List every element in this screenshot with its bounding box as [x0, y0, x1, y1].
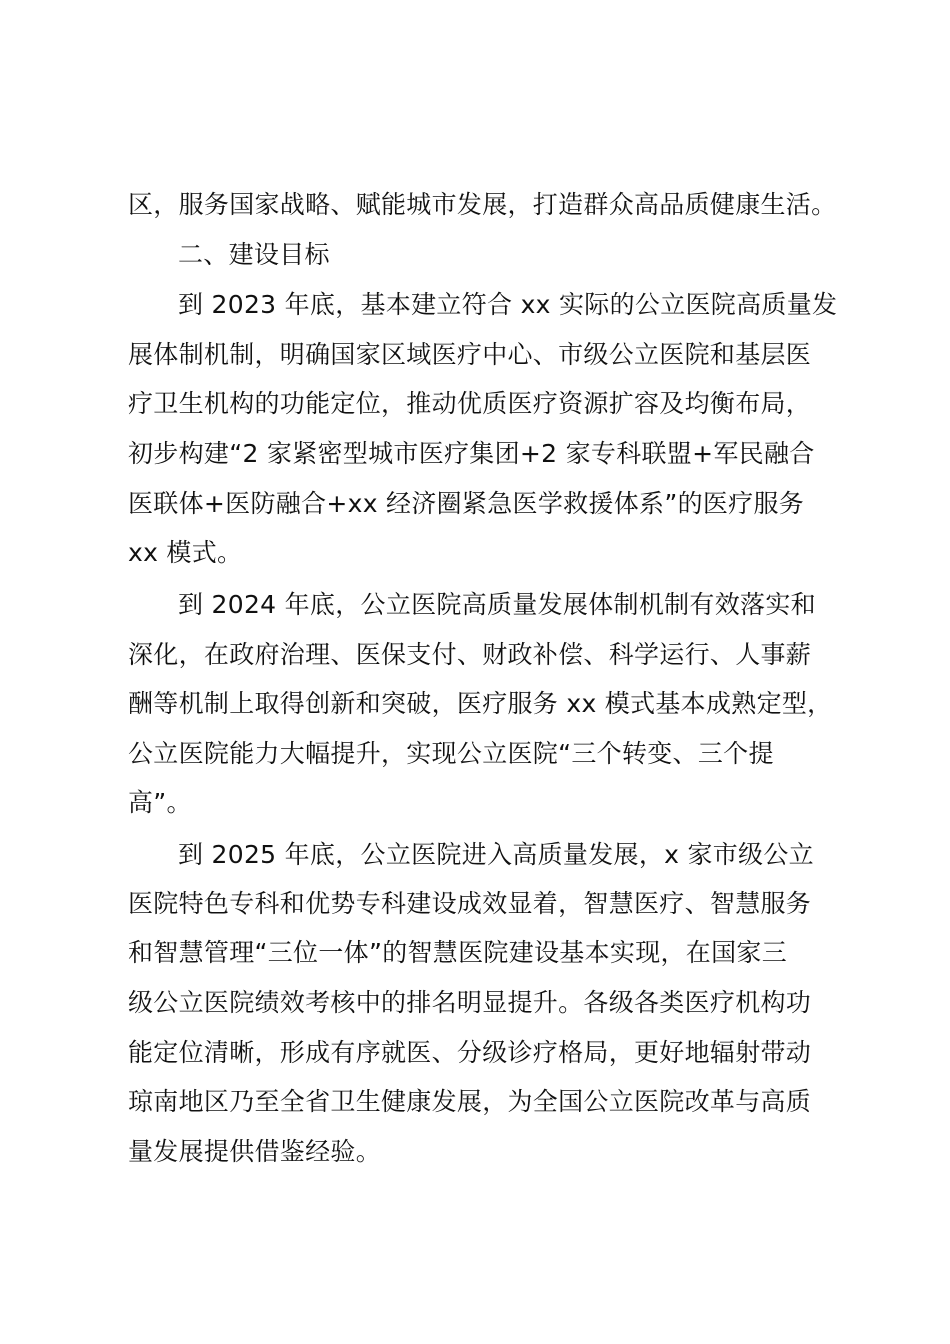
- paragraph-line: 医联体+医防融合+xx 经济圈紧急医学救援体系”的医疗服务: [128, 489, 805, 518]
- paragraph-line: 到 2025 年底，公立医院进入高质量发展，x 家市级公立: [178, 840, 814, 869]
- paragraph-line: 和智慧管理“三位一体”的智慧医院建设基本实现，在国家三: [128, 938, 788, 967]
- paragraph-line: 区，服务国家战略、赋能城市发展，打造群众高品质健康生活。: [128, 190, 837, 219]
- paragraph-line: 级公立医院绩效考核中的排名明显提升。各级各类医疗机构功: [128, 988, 812, 1017]
- paragraph-line: 展体制机制，明确国家区域医疗中心、市级公立医院和基层医: [128, 340, 812, 369]
- paragraph-line: 疗卫生机构的功能定位，推动优质医疗资源扩容及均衡布局，: [128, 389, 812, 418]
- section-heading: 二、建设目标: [178, 240, 330, 269]
- paragraph-line: 酬等机制上取得创新和突破，医疗服务 xx 模式基本成熟定型，: [128, 689, 833, 718]
- paragraph-line: 能定位清晰，形成有序就医、分级诊疗格局，更好地辐射带动: [128, 1038, 812, 1067]
- paragraph-line: 深化，在政府治理、医保支付、财政补偿、科学运行、人事薪: [128, 640, 812, 669]
- paragraph-line: 医院特色专科和优势专科建设成效显着，智慧医疗、智慧服务: [128, 889, 812, 918]
- paragraph-line: 公立医院能力大幅提升，实现公立医院“三个转变、三个提: [128, 739, 774, 768]
- paragraph-line: 高”。: [128, 788, 192, 817]
- paragraph-line: 量发展提供借鉴经验。: [128, 1137, 382, 1166]
- paragraph-line: 到 2024 年底，公立医院高质量发展体制机制有效落实和: [178, 590, 816, 619]
- paragraph-line: 到 2023 年底，基本建立符合 xx 实际的公立医院高质量发: [178, 290, 838, 319]
- paragraph-line: 琼南地区乃至全省卫生健康发展，为全国公立医院改革与高质: [128, 1087, 812, 1116]
- paragraph-line: xx 模式。: [128, 538, 243, 567]
- paragraph-line: 初步构建“2 家紧密型城市医疗集团+2 家专科联盟+军民融合: [128, 439, 815, 468]
